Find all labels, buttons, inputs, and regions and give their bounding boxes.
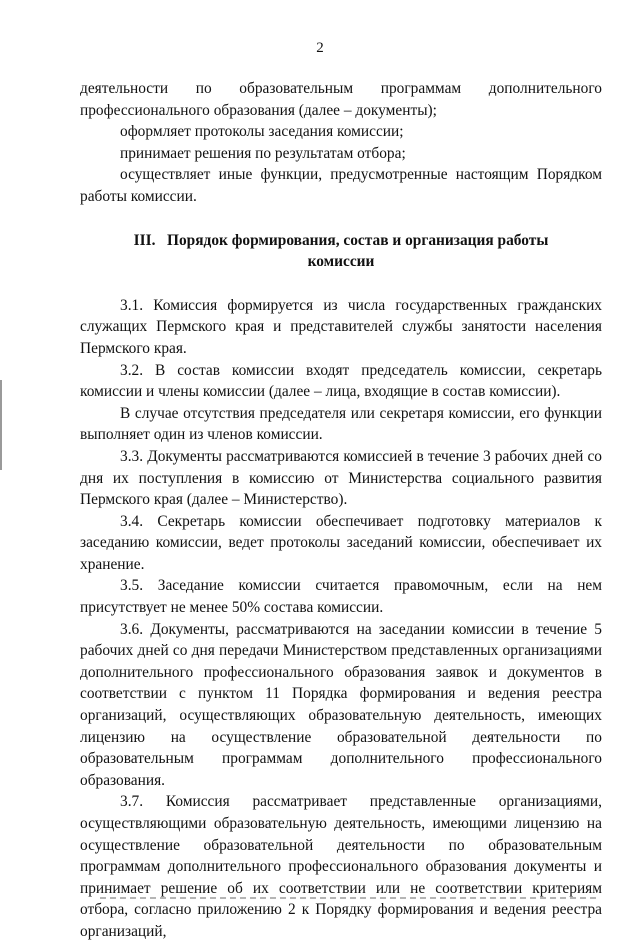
paragraph-3-2: 3.2. В состав комиссии входят председатель комиссии, секретарь комиссии и члены комиссии (далее – лица, входящие в состав комиссии). [80,361,602,401]
section-title-line1: Порядок формирования, состав и организация работы [167,231,549,249]
document-body [80,78,602,943]
duty-item-1: оформляет протоколы заседания комиссии; [120,123,404,141]
paragraph-3-6: 3.6. Документы, рассматриваются на заседании комиссии в течение 5 рабочих дней со дня передачи Министерством представленных организациями дополнительного профессионального образования заявок и документов в соответствии с пунктом 11 Порядка формирования и ведения реестра организаций, осуществляющих образовательную деятельность, имеющих лицензию на осуществление образовательной деятельности по образовательным программам дополнительного профессионального образования. [80,620,602,789]
paragraph-3-1: 3.1. Комиссия формируется из числа государственных гражданских служащих Пермского края и представителей службы занятости населения Пермского края. [80,296,602,357]
paragraph-3-4: 3.4. Секретарь комиссии обеспечивает подготовку материалов к заседанию комиссии, ведет протоколы заседаний комиссии, обеспечивает их хранение. [80,512,602,573]
duty-item-2: принимает решения по результатам отбора; [120,144,406,162]
section-title-line2: комиссии [307,253,375,271]
duty-item-3: осуществляет иные функции, предусмотренные настоящим Порядком работы комиссии. [80,166,602,205]
page-number: 2 [316,40,324,56]
paragraph-3-3: 3.3. Документы рассматриваются комиссией в течение 3 рабочих дней со дня их поступления в комиссию от Министерства социального развития Пермского края (далее – Министерство). [80,447,602,509]
paragraph-3-2-note: В случае отсутствия председателя или секретаря комиссии, его функции выполняет один из членов комиссии. [80,404,602,444]
continuation-line-2: профессионального образования (далее – документы); [80,101,437,119]
scan-edge-mark [0,380,2,470]
paragraph-3-5: 3.5. Заседание комиссии считается правомочным, если на нем присутствует не менее 50% состава комиссии. [80,577,602,617]
scan-bottom-noise [100,897,600,899]
continuation-line-1: деятельности по образовательным программам дополнительного [80,80,602,97]
section-number: III. [133,231,156,249]
paragraph-3-7: 3.7. Комиссия рассматривает представленные организациями, осуществляющими образовательную деятельность, имеющими лицензию на осуществление образовательной деятельности по образовательным программам дополнительного профессионального образования документы и принимает решение об их соответствии или не соответствии критериям отбора, согласно приложению 2 к Порядку формирования и ведения реестра организаций, [80,793,602,940]
section-heading [80,230,602,273]
